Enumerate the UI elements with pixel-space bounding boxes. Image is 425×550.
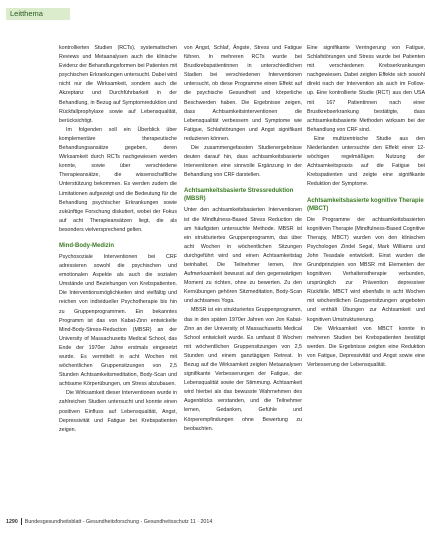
page-footer <box>6 517 406 527</box>
paragraph: von Angst, Schlaf, Ängste, Stress und Fatigue führen. In mehreren RCTs wurde bei Brustkrebspatientinnen in unterschiedlichen Stadien bei verschiedenen Interventionen untersucht, ob diese Programme einen Effekt auf die psychische Gesundheit und körperliche Beschwerden haben. Die Ergebnisse zeigen, dass Achtsamkeitsinterventionen die Lebensqualität verbessern und Symptome wie Fatigue, Schlafstörungen und Angst signifikant reduzieren können. <box>184 45 302 142</box>
paragraph: Die Wirksamkeit von MBCT konnte in mehreren Studien bei Krebspatienten bestätigt werden. Die Ergebnisse zeigten eine Reduktion von Fatigue, Depressivität und Angst sowie eine Verbesserung der Lebensqualität. <box>307 325 425 368</box>
paragraph: Eine signifikante Verringerung von Fatigue, Schlafstörungen und Stress wurde bei Patienten mit verschiedenen Krebserkrankungen nachgewiesen. Dabei zeigten Effekte sich sowohl direkt nach der Intervention als auch im Follow-up. Eine kontrollierte Studie (RCT) aus den USA mit 167 Patientinnen nach einer Brustkrebserkrankung bestätigte, dass achtsamkeitsbasierte Methoden wirksam bei der Behandlung von CRF sind. <box>307 45 425 133</box>
column-left <box>59 44 177 435</box>
paragraph: Eine multizentrische Studie aus den Niederlanden untersuchte den Effekt einer 12-wöchigen regelmäßigen Nutzung der Achtsamkeitspraxis auf die Fatigue bei Krebspatienten und zeigte eine signifikante Reduktion der Symptome. <box>307 135 425 188</box>
column-middle <box>184 44 302 434</box>
paragraph: Die Programme der achtsamkeitsbasierten kognitiven Therapie (Mindfulness-Based Cognitive Therapy, MBCT) wurden von den klinischen Psychologen Zindel Segal, Mark Williams und John Teasdale entwickelt. Einst wurden die Grundprinzipien von MBSR mit Elementen der kognitiven Verhaltenstherapie verbunden, ursprünglich zur Prävention depressiver Rückfälle. MBCT wird ebenfalls in acht Wochen mit wöchentlichen Gruppensitzungen angeboten und enthält Übungen zur Achtsamkeit und kognitiven Umstrukturierung. <box>307 216 425 323</box>
section-tab: Leitthema <box>6 8 70 20</box>
page-number: 1290 <box>6 519 18 525</box>
journal-citation: Bundesgesundheitsblatt - Gesundheitsforschung - Gesundheitsschutz 11 · 2014 <box>24 519 213 525</box>
paragraph: Psychosoziale Interventionen bei CRF adressieren sowohl die psychischen und emotionalen Aspekte als auch die sozialen Umstände und Beziehungen von Krebspatienten. Die Interventionsmöglichkeiten sind vielfältig und reichen von individueller Psychotherapie bis hin zu Gruppenprogrammen. Ein bekanntes Programm ist das von Kabat-Zinn entwickelte Mind-Body-Stress-Reduction (MBSR) an der University of Massachusetts Medical School, das Ende der 1970er Jahre erstmals eingesetzt wurde. Es vermittelt in acht Wochen mit wöchentlichen Gruppensitzungen von 2,5 Stunden Achtsamkeitsmeditation, Body-Scan und achtsame Körperübungen, um Stress abzubauen. <box>59 253 177 388</box>
section-heading: Achtsamkeitsbasierte Stressreduktion (MBSR) <box>184 188 294 203</box>
paragraph: Die Wirksamkeit dieser Interventionen wurde in zahlreichen Studien untersucht und konnte einen positiven Einfluss auf Lebensqualität, Angst, Depressivität und Fatigue bei Krebspatienten zeigen. <box>59 390 177 433</box>
section-heading: Mind-Body-Medizin <box>59 242 114 249</box>
paragraph: Die zusammengefassten Studienergebnisse deuten darauf hin, dass achtsamkeitsbasierte Interventionen eine sinnvolle Ergänzung in der Behandlung von CRF darstellen. <box>184 145 302 179</box>
paragraph: MBSR ist ein strukturiertes Gruppenprogramm, das in den späten 1970er Jahren von Jon Kabat-Zinn an der University of Massachusetts Medical School entwickelt wurde. Es umfasst 8 Wochen mit wöchentlichen Gruppensitzungen von 2,5 Stunden und einem ganztägigen Retreat. In Bezug auf die Wirksamkeit zeigten Metaanalysen signifikante Verbesserungen der Fatigue, der Lebensqualität sowie der Stimmung. Achtsamkeit wird hierbei als das bewusste Wahrnehmen des Augenblicks verstanden, und die Teilnehmer lernen, Gedanken, Gefühle und Körperempfindungen ohne Bewertung zu beobachten. <box>184 307 302 432</box>
paragraph: Unter den achtsamkeitsbasierten Interventionen ist die Mindfulness-Based Stress Reduction die am häufigsten untersuchte Methode. MBSR ist ein strukturiertes Gruppenprogramm, das über acht Wochen in wöchentlichen Sitzungen durchgeführt wird und einen Achtsamkeitstag beinhaltet. Die Teilnehmer lernen, ihre Aufmerksamkeit bewusst auf den gegenwärtigen Moment zu richten, ohne zu bewerten. Zu den Kernübungen gehören Sitzmeditation, Body-Scan und achtsames Yoga. <box>184 207 302 305</box>
paragraph: Im folgenden soll ein Überblick über komplementäre therapeutische Behandlungsansätze gegeben, deren Wirksamkeit durch RCTs nachgewiesen werden konnte, sowie über verschiedene Therapieansätze, die wissenschaftliche Unterstützung bekommen. Es werden zudem die Limitationen aufgezeigt und die Bedeutung für die Behandlung psychischer Erkrankungen sowie zukünftige Forschung diskutiert, wobei der Fokus auf acht Therapieansätzen liegt, die als besonders vielversprechend gelten. <box>59 126 177 233</box>
section-heading: Achtsamkeitsbasierte kognitive Therapie (MBCT) <box>307 197 424 212</box>
paragraph: kontrollierten Studien (RCTs), systematischen Reviews und Metaanalysen auch die klinische Evidenz der Behandlungsformen bei Patienten mit psychischen Erkrankungen untersucht. Dabei wird nicht nur die Wirksamkeit, sondern auch die Akzeptanz und Durchführbarkeit in der Behandlung, in Bezug auf Symptomreduktion und Rückfallprophylaxe sowie auf Lebensqualität, berücksichtigt. <box>59 45 177 124</box>
footer-divider <box>21 518 22 525</box>
column-right <box>307 44 425 370</box>
